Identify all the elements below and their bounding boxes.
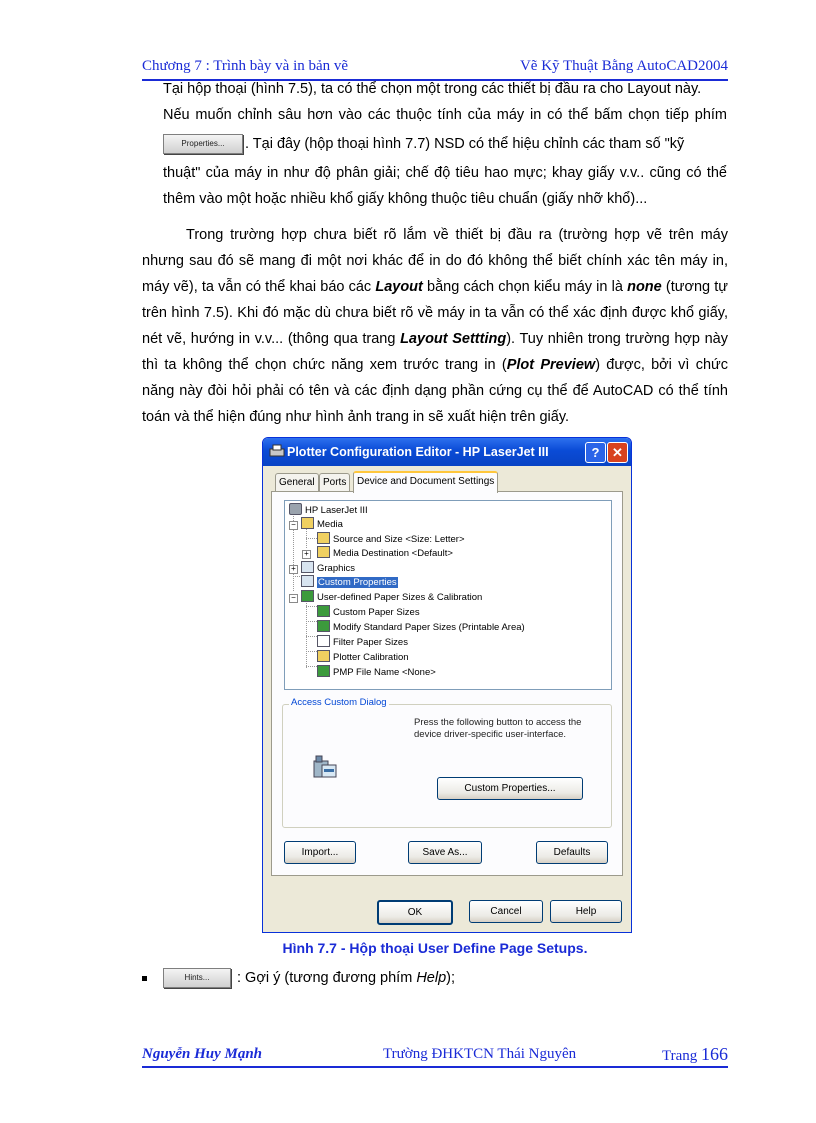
- tree-item[interactable]: Modify Standard Paper Sizes (Printable Area): [317, 620, 525, 634]
- ok-button[interactable]: OK: [377, 900, 453, 925]
- tree-item[interactable]: User-defined Paper Sizes & Calibration: [301, 590, 482, 604]
- tab-device-document-settings[interactable]: Device and Document Settings: [353, 471, 498, 493]
- hints-button-image: Hints...: [163, 968, 231, 988]
- plotter-config-dialog: [262, 437, 632, 933]
- collapse-icon[interactable]: −: [289, 594, 298, 603]
- plotter-icon: [269, 444, 285, 458]
- help-icon[interactable]: ?: [585, 442, 606, 463]
- bullet-text: : Gợi ý (tương đương phím: [237, 970, 417, 986]
- custom-properties-icon: [301, 575, 314, 587]
- figure-caption: Hình 7.7 - Hộp thoại User Define Page Setups.: [282, 940, 588, 956]
- collapse-icon[interactable]: −: [289, 521, 298, 530]
- custom-properties-icon: [311, 753, 339, 781]
- properties-button-image: Properties...: [163, 134, 243, 154]
- tree-item[interactable]: Filter Paper Sizes: [317, 635, 408, 649]
- p2-text-3: (tương tự trên hình 7.5). Khi đó mặc dù chưa biết rõ về máy in ta vẫn có thể xác định được khổ giấy, nét vẽ, hướng in v.v... (thông qua trang: [142, 279, 728, 347]
- expand-icon[interactable]: +: [302, 550, 311, 559]
- bullet-square: [142, 976, 147, 981]
- group-description: Press the following button to access the device driver-specific user-interface.: [414, 717, 582, 740]
- p2-layout-setting-term: Layout Settting: [400, 331, 507, 347]
- author-name: Nguyễn Huy Mạnh: [142, 1046, 263, 1062]
- bullet-end: );: [446, 970, 455, 986]
- tab-general[interactable]: General: [275, 473, 319, 491]
- p1-line-5: thêm vào một hoặc nhiều khổ giấy không thuộc tiêu chuẩn (giấy nhỡ khổ)...: [163, 191, 648, 207]
- custom-properties-button[interactable]: Custom Properties...: [437, 777, 583, 800]
- settings-tree[interactable]: [284, 500, 612, 690]
- p1-line-2: Nếu muốn chỉnh sâu hơn vào các thuộc tính của máy in có thể bấm chọn tiếp phím: [163, 107, 727, 123]
- group-label: Access Custom Dialog: [291, 697, 387, 708]
- page-number: [662, 1044, 728, 1065]
- tree-item[interactable]: Custom Paper Sizes: [317, 605, 420, 619]
- dialog-title: Plotter Configuration Editor - HP LaserJet III: [287, 445, 549, 459]
- page-label: Trang: [661, 1048, 698, 1064]
- save-as-button[interactable]: Save As...: [408, 841, 482, 864]
- school-name: Trường ĐHKTCN Thái Nguyên: [383, 1046, 577, 1062]
- modify-paper-icon: [317, 620, 330, 632]
- calibration-icon: [317, 650, 330, 662]
- tree-item[interactable]: Plotter Calibration: [317, 650, 409, 664]
- page-num: 166: [701, 1044, 728, 1064]
- p2-text-2: bằng cách chọn kiểu máy in là: [422, 279, 628, 295]
- pmp-file-icon: [317, 665, 330, 677]
- access-custom-dialog-group: [282, 697, 612, 828]
- p2-layout-term: Layout: [375, 279, 423, 295]
- paper-sizes-icon: [301, 590, 314, 602]
- page-footer: [142, 1046, 728, 1068]
- paragraph-2: [142, 222, 728, 430]
- paragraph-1: [163, 76, 727, 212]
- p1-line-1: Tại hộp thoại (hình 7.5), ta có thể chọn một trong các thiết bị đầu ra cho Layout này.: [163, 81, 702, 97]
- p1-line-4: thuật" của máy in như độ phân giải; chế độ tiêu hao mực; khay giấy v.v.. cũng có thể: [163, 165, 727, 181]
- p1-line-3-text: . Tại đây (hộp thoại hình 7.7) NSD có thể hiệu chỉnh các tham số "kỹ: [245, 136, 685, 152]
- printer-icon: [289, 503, 302, 515]
- defaults-button[interactable]: Defaults: [536, 841, 608, 864]
- bullet-help-term: Help: [416, 970, 447, 986]
- import-button[interactable]: Import...: [284, 841, 356, 864]
- filter-paper-icon: [317, 635, 330, 647]
- tab-panel: [271, 491, 623, 876]
- tree-item[interactable]: Media: [301, 517, 343, 531]
- tree-item[interactable]: Source and Size <Size: Letter>: [317, 532, 465, 546]
- help-button[interactable]: Help: [550, 900, 622, 923]
- tree-item[interactable]: PMP File Name <None>: [317, 665, 436, 679]
- p2-plot-preview-term: Plot Preview: [506, 357, 596, 373]
- hints-bullet: [142, 965, 455, 991]
- media-destination-icon: [317, 546, 330, 558]
- dialog-titlebar[interactable]: [263, 438, 631, 466]
- source-size-icon: [317, 532, 330, 544]
- p1-line-3: [163, 128, 727, 160]
- p2-text-5: ) được, bởi vì chức năng này đòi hỏi phải có tên và các định dạng phần cứng cụ thể để AutoCAD có thể tính toán và thể hiện đúng như hình ảnh trang in sẽ xuất hiện trên giấy.: [142, 357, 728, 425]
- tree-item[interactable]: Graphics: [301, 561, 355, 575]
- expand-icon[interactable]: +: [289, 565, 298, 574]
- cancel-button[interactable]: Cancel: [469, 900, 543, 923]
- tab-ports[interactable]: Ports: [319, 473, 350, 491]
- graphics-icon: [301, 561, 314, 573]
- p2-none-term: none: [627, 279, 662, 295]
- tree-item[interactable]: Media Destination <Default>: [317, 546, 453, 560]
- p2-text-1: Trong trường hợp chưa biết rõ lắm về thiết bị đầu ra (trường hợp vẽ trên máy nhưng sau đó sẽ mang đi một nơi khác để in do đó không thể biết chính xác tên máy in, máy vẽ), ta vẫn có thể khai báo các: [142, 227, 728, 295]
- p2-text-4: ). Tuy nhiên trong trường hợp này thì ta không thể chọn chức năng xem trước trang in (: [142, 331, 728, 373]
- tree-item[interactable]: HP LaserJet III: [289, 503, 368, 517]
- media-icon: [301, 517, 314, 529]
- chapter-title: Chương 7 : Trình bày và in bản vẽ: [142, 58, 349, 74]
- tree-item-selected[interactable]: Custom Properties: [301, 575, 398, 589]
- custom-paper-icon: [317, 605, 330, 617]
- close-icon[interactable]: ✕: [607, 442, 628, 463]
- book-title: Vẽ Kỹ Thuật Bằng AutoCAD2004: [519, 58, 728, 74]
